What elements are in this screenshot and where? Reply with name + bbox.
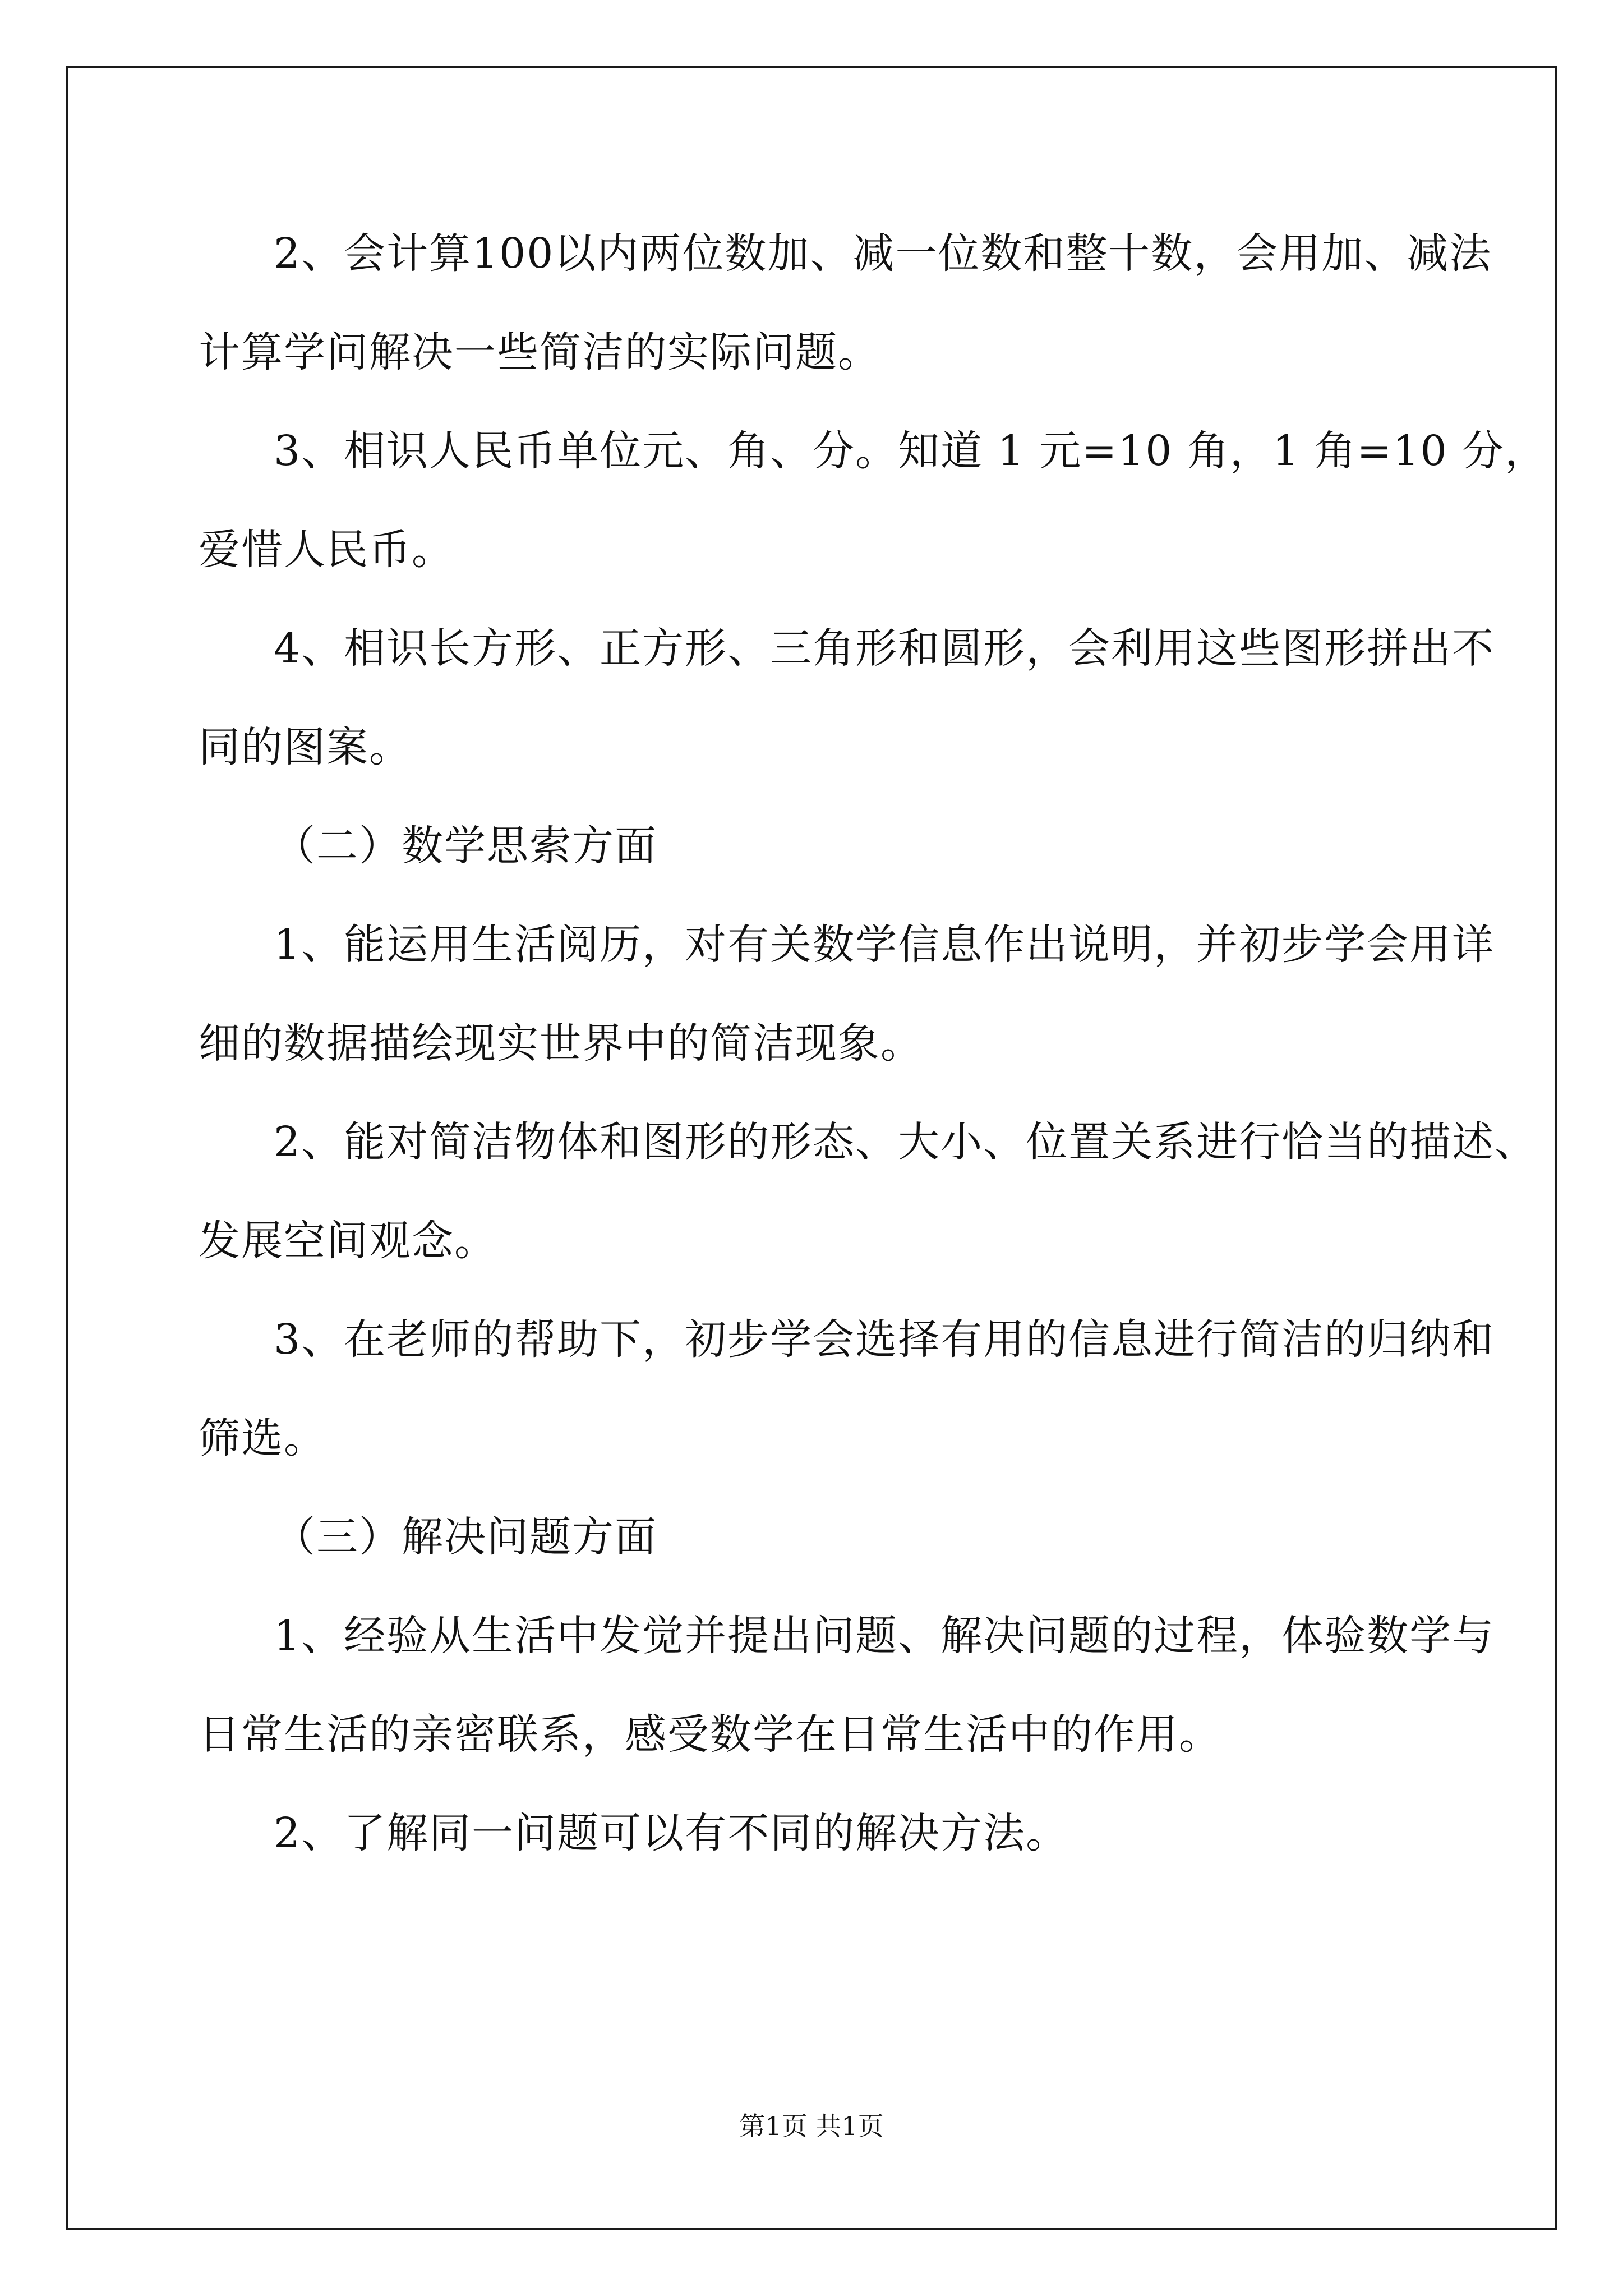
paragraph-line: 爱惜人民币。 bbox=[199, 526, 454, 574]
paragraph-line: 2、了解同一问题可以有不同的解决方法。 bbox=[274, 1809, 1069, 1857]
paragraph-line: 3、相识人民币单位元、角、分。知道 1 元=10 角，1 角=10 分， bbox=[274, 427, 1548, 475]
paragraph-line: 2、能对简洁物体和图形的形态、大小、位置关系进行恰当的描述、 bbox=[274, 1118, 1538, 1166]
paragraph-line: 1、能运用生活阅历，对有关数学信息作出说明，并初步学会用详 bbox=[274, 921, 1495, 969]
paragraph-line: 日常生活的亲密联系，感受数学在日常生活中的作用。 bbox=[199, 1710, 1221, 1759]
paragraph-line: 计算学问解决一些简洁的实际问题。 bbox=[199, 328, 880, 376]
paragraph-line: 4、相识长方形、正方形、三角形和圆形，会利用这些图形拼出不 bbox=[274, 624, 1495, 673]
paragraph-line: 3、在老师的帮助下，初步学会选择有用的信息进行简洁的归纳和 bbox=[274, 1315, 1495, 1364]
page-footer: 第1页 共1页 bbox=[739, 2111, 884, 2141]
paragraph-line: 细的数据描绘现实世界中的简洁现象。 bbox=[199, 1019, 923, 1068]
paragraph-line: 1、经验从生活中发觉并提出问题、解决问题的过程，体验数学与 bbox=[274, 1612, 1495, 1660]
section-heading: （二）数学思索方面 bbox=[274, 822, 657, 870]
paragraph-line: 同的图案。 bbox=[199, 723, 412, 771]
paragraph-line: 2、会计算100以内两位数加、减一位数和整十数，会用加、减法 bbox=[274, 229, 1492, 278]
paragraph-line: 发展空间观念。 bbox=[199, 1217, 497, 1265]
section-heading: （三）解决问题方面 bbox=[274, 1513, 657, 1561]
paragraph-line: 筛选。 bbox=[199, 1414, 326, 1462]
